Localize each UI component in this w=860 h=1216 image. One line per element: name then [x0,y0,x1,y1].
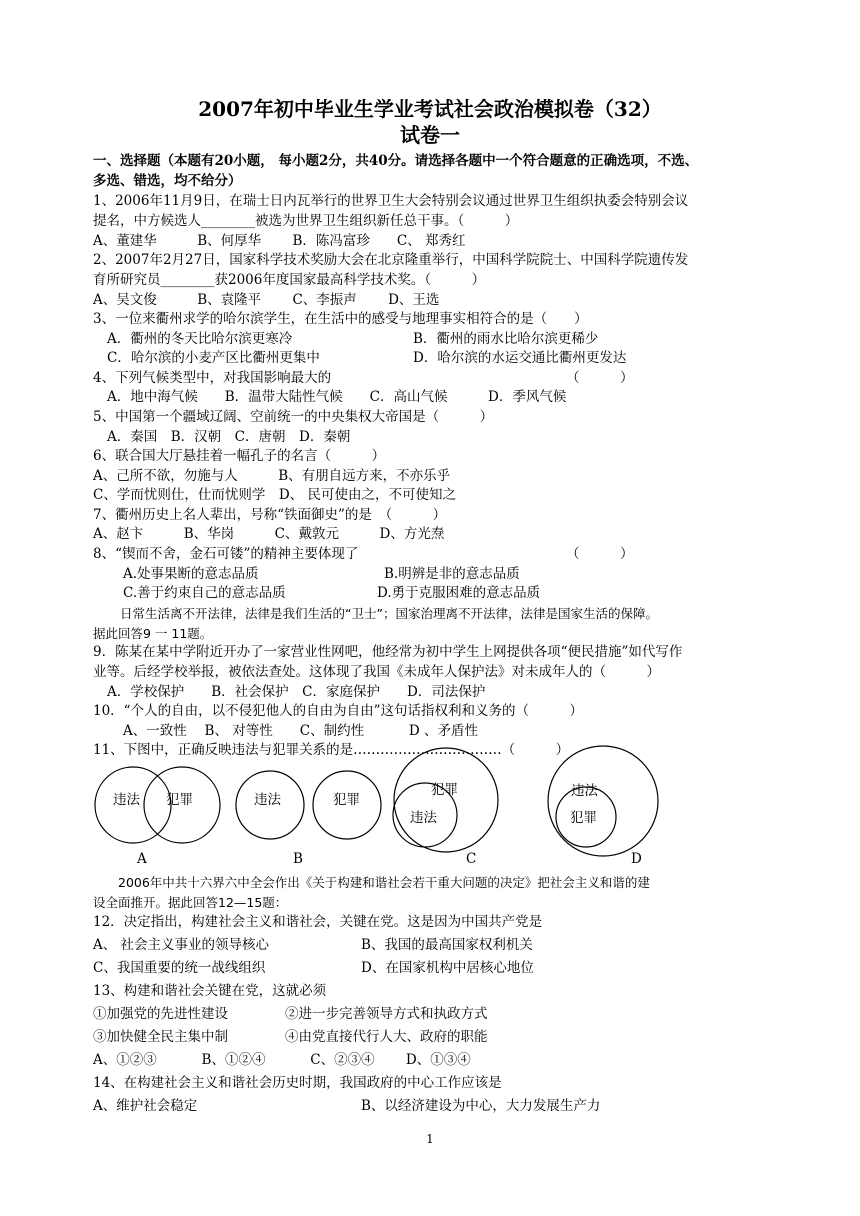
q3-option-c: C．哈尔滨的小麦产区比衢州更集中 [107,350,320,366]
q3-stem: 3、一位来衢州求学的哈尔滨学生，在生活中的感受与地理事实相符合的是（ ） [93,311,588,327]
q8-option-d: D.勇于克服困难的意志品质 [377,585,541,601]
q14-stem: 14、在构建社会主义和谐社会历史时期，我国政府的中心工作应该是 [93,1075,502,1091]
q8-option-b: B.明辨是非的意志品质 [384,566,520,582]
q13-item-4: ④由党直接代行人大、政府的职能 [285,1029,488,1045]
diagram-c-circle-fanzui [394,748,498,852]
diagram-a-letter: A [137,851,147,867]
q2-options: A、吴文俊 B、袁隆平 C、李振声 D、王选 [93,292,440,308]
q7-options: A、赵卞 B、华岗 C、戴敦元 D、方光焘 [93,526,445,542]
diagram-a-label-fanzui: 犯罪 [166,792,193,808]
q4-paren: （ ） [566,370,634,386]
diagram-b-label-weifa: 违法 [254,792,281,808]
q12-option-b: B、我国的最高国家权利机关 [361,937,533,953]
page-number: 1 [426,1132,434,1146]
diagram-c-letter: C [466,851,477,867]
q13-item-3: ③加快健全民主集中制 [93,1029,228,1045]
q8-option-c: C.善于约束自己的意志品质 [123,585,286,601]
q5-stem: 5、中国第一个疆域辽阔、空前统一的中央集权大帝国是（ ） [93,409,494,425]
page-title: 2007年初中毕业生学业考试社会政治模拟卷（32） [198,97,662,121]
intro-9-11-cont: 据此回答9 一 11题。 [93,626,213,641]
q13-options: A、①②③ B、①②④ C、②③④ D、①③④ [93,1052,471,1068]
q6-options-2: C、学而忧则仕，仕而忧则学 D、 民可使由之，不可使知之 [93,487,456,503]
q10-options: A、一致性 B、 对等性 C、制约性 D 、矛盾性 [123,723,478,739]
q9-options: A．学校保护 B．社会保护 C．家庭保护 D．司法保护 [107,684,486,700]
diagram-b-label-fanzui: 犯罪 [333,792,360,808]
q8-paren: （ ） [566,546,634,562]
q9-stem: 9．陈某在某中学附近开办了一家营业性网吧，他经常为初中学生上网提供各项“便民措施”如代写作 [93,644,683,660]
diagram-c-label-weifa: 违法 [410,810,437,826]
q14-option-b: B、以经济建设为中心，大力发展生产力 [361,1098,601,1114]
diagram-d-label-fanzui: 犯罪 [570,810,597,826]
q13-item-2: ②进一步完善领导方式和执政方式 [285,1006,488,1022]
diagram-d-label-weifa: 违法 [571,783,598,799]
q3-option-b: B．衢州的雨水比哈尔滨更稀少 [413,331,599,347]
q9-stem-cont: 业等。后经学校举报，被依法查处。这体现了我国《未成年人保护法》对未成年人的（ ） [93,664,660,680]
q13-item-1: ①加强党的先进性建设 [93,1006,228,1022]
q12-option-a: A、 社会主义事业的领导核心 [93,937,270,953]
q11-stem: 11、下图中，正确反映违法与犯罪关系的是……………………………（ ） [93,742,570,758]
q8-stem: 8、“锲而不舍，金石可镂”的精神主要体现了 [93,546,359,562]
diagram-a-label-weifa: 违法 [113,792,140,808]
q13-stem: 13、构建和谐社会关键在党，这就必须 [93,983,327,999]
section-heading: 一、选择题（本题有20小题， 每小题2分，共40分。请选择各题中一个符合题意的正确选项，不选、 [93,153,699,169]
q1-options: A、董建华 B、何厚华 B．陈冯富珍 C、 郑秀红 [93,233,466,249]
q1-stem: 1、2006年11月9日，在瑞士日内瓦举行的世界卫生大会特别会议通过世界卫生组织执委会特别会议 [93,193,689,209]
section-heading-cont: 多选、错选，均不给分） [93,173,242,189]
q3-option-a: A．衢州的冬天比哈尔滨更寒冷 [107,331,293,347]
q6-options-1: A、己所不欲，勿施与人 B、有朋自远方来，不亦乐乎 [93,468,451,484]
page-subtitle: 试卷一 [400,123,460,147]
diagram-d-circle-weifa [548,746,658,856]
diagram-d-letter: D [631,851,642,867]
intro-9-11: 日常生活离不开法律，法律是我们生活的“卫士”；国家治理离不开法律，法律是国家生活的保障。 [120,606,658,621]
q12-option-c: C、我国重要的统一战线组织 [93,960,266,976]
q10-stem: 10．“个人的自由，以不侵犯他人的自由为自由”这句话指权利和义务的（ ） [93,703,583,719]
intro-12-15: 2006年中共十六界六中全会作出《关于构建和谐社会若干重大问题的决定》把社会主义和谐的建 [118,875,650,890]
diagram-b-letter: B [293,851,303,867]
diagram-c-label-fanzui: 犯罪 [431,782,458,798]
q4-options: A．地中海气候 B．温带大陆性气候 C．高山气候 D．季风气候 [107,389,567,405]
q14-option-a: A、维护社会稳定 [93,1098,198,1114]
q8-option-a: A.处事果断的意志品质 [123,566,259,582]
q4-stem: 4、下列气候类型中，对我国影响最大的 [93,370,332,386]
q6-stem: 6、联合国大厅悬挂着一幅孔子的名言（ ） [93,448,386,464]
q12-option-d: D、在国家机构中居核心地位 [361,960,534,976]
q3-option-d: D．哈尔滨的水运交通比衢州更发达 [413,350,627,366]
q5-options: A．秦国 B．汉朝 C．唐朝 D．秦朝 [107,429,351,445]
q12-stem: 12．决定指出，构建社会主义和谐社会，关键在党。这是因为中国共产党是 [93,914,543,930]
q2-stem-cont: 育所研究员________获2006年度国家最高科学技术奖。（ ） [93,272,486,288]
q1-stem-cont: 提名，中方候选人________被选为世界卫生组织新任总干事。（ ） [93,213,519,229]
intro-12-15-cont: 设全面推开。据此回答12—15题： [93,895,288,910]
q2-stem: 2、2007年2月27日，国家科学技术奖励大会在北京隆重举行，中国科学院院士、中国科学院遗传发 [93,252,689,268]
q7-stem: 7、衢州历史上名人辈出，号称“铁面御史”的是 （ ） [93,507,447,523]
